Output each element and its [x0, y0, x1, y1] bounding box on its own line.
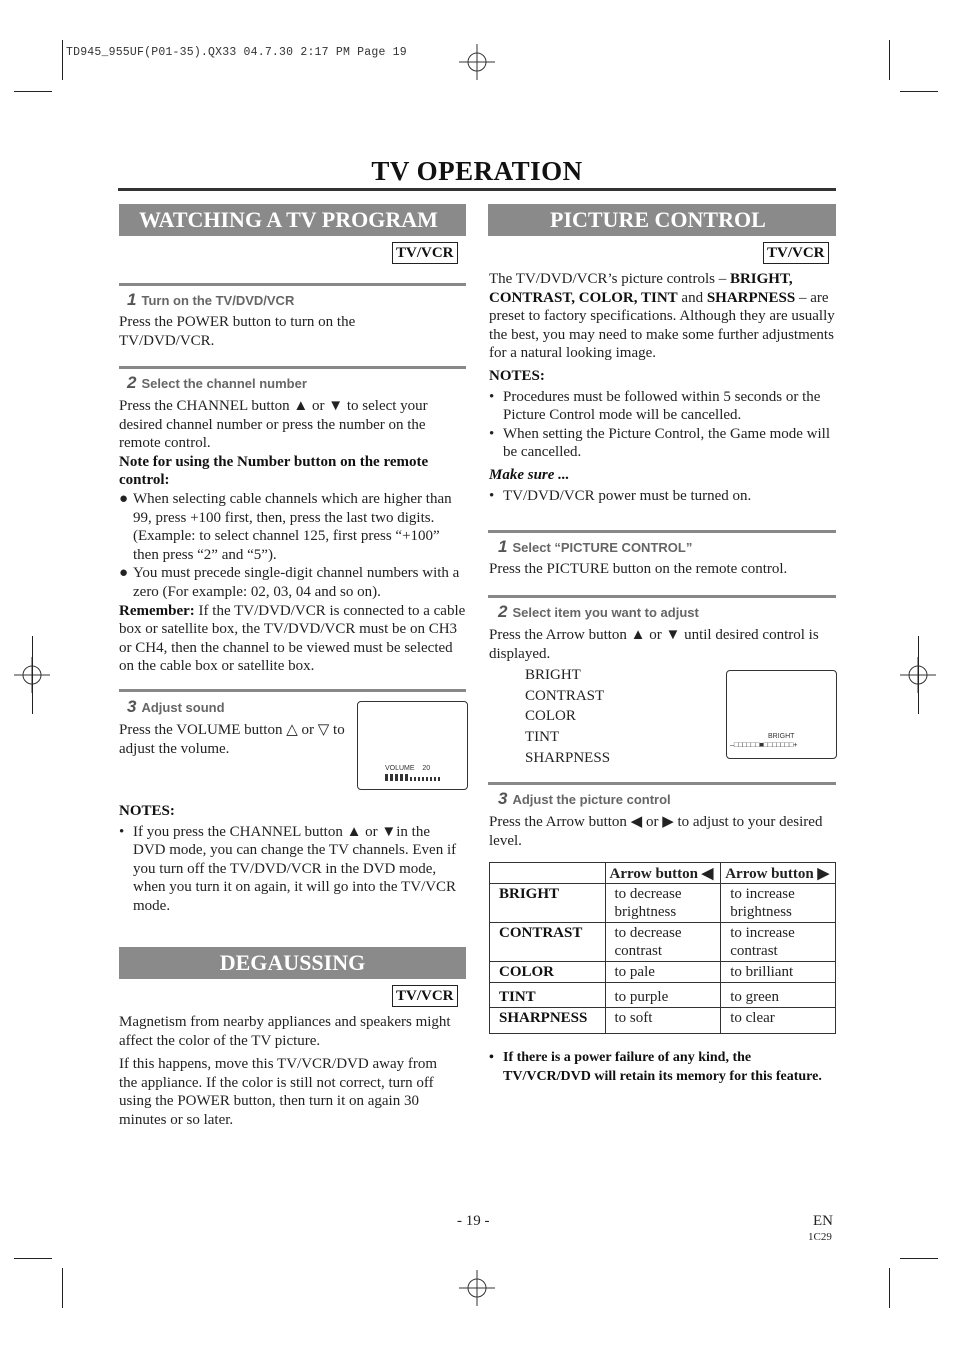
crop-mark: [62, 40, 63, 80]
bullet-item: • Procedures must be followed within 5 seconds or the Picture Control mode will be cancelled.: [489, 388, 821, 424]
table-row: [490, 962, 836, 983]
section-heading-watching: WATCHING A TV PROGRAM: [119, 204, 466, 236]
crop-mark: [900, 1258, 938, 1259]
picture-adjust-table: [489, 862, 836, 1034]
table-row: [490, 983, 836, 1008]
list-item: BRIGHT: [525, 667, 581, 683]
step-text: Press the POWER button to turn on the TV/DVD/VCR.: [119, 314, 356, 349]
list-item: SHARPNESS: [525, 749, 611, 766]
paragraph: Magnetism from nearby appliances and speakers might affect the color of the TV picture.: [119, 1014, 451, 1049]
list-item: CONTRAST: [525, 687, 605, 704]
step-heading: 1 Select “PICTURE CONTROL”: [498, 537, 693, 556]
make-sure-heading: Make sure ...: [489, 466, 570, 483]
section-heading-degaussing: DEGAUSSING: [119, 947, 466, 979]
language-code: EN: [813, 1213, 833, 1229]
step-text: Press the PICTURE button on the remote control.: [489, 561, 788, 577]
step-divider: [119, 366, 466, 369]
crop-mark: [889, 40, 890, 80]
volume-bar-icon: [385, 774, 443, 781]
step-divider: [488, 782, 836, 785]
table-cell: SHARPNESS: [490, 1008, 606, 1034]
bullet-item: • When setting the Picture Control, the Game mode will be cancelled.: [489, 425, 831, 461]
step-content: [119, 397, 466, 676]
step-heading: 3 Adjust sound: [127, 697, 225, 716]
table-header-row: [490, 863, 836, 884]
step-text: Press the VOLUME button △ or ▽ to adjust the volume.: [119, 722, 345, 757]
step-divider: [488, 530, 836, 533]
table-cell: BRIGHT: [490, 884, 606, 923]
crop-mark: [32, 636, 33, 714]
title-rule: [118, 188, 836, 191]
bullet-item: • If you press the CHANNEL button ▲ or ▼in the DVD mode, you can change the TV channels. Even if you turn off the TV/DVD/VCR in the DVD mode, when you turn it on again, it will go into the TV/VCR mode.: [119, 823, 457, 914]
table-row: [490, 1008, 836, 1034]
notes-heading: NOTES:: [489, 367, 545, 384]
bullet-item: • TV/DVD/VCR power must be turned on.: [489, 487, 752, 504]
document-code: 1C29: [808, 1231, 832, 1243]
step-divider: [119, 283, 466, 286]
step-divider: [488, 595, 836, 598]
remember-note: Remember: If the TV/DVD/VCR is connected to a cable box or satellite box, the TV/DVD/VCR must be on CH3 or CH4, then the channel to be viewed must be selected on the cable box or satellite box.: [119, 602, 466, 675]
paragraph: If this happens, move this TV/VCR/DVD away from the appliance. If the color is still not correct, turn off using the POWER button, then turn it on again 30 minutes or so later.: [119, 1056, 438, 1128]
table-cell: to brilliant: [721, 962, 836, 983]
table-cell: to green: [721, 983, 836, 1008]
crop-mark: [889, 1268, 890, 1308]
osd-bright-label: BRIGHT: [768, 733, 795, 740]
step-text: Press the CHANNEL button ▲ or ▼ to select your desired channel number or press the number on the remote control.: [119, 398, 428, 452]
page-title: TV OPERATION: [371, 156, 583, 186]
crop-mark: [62, 1268, 63, 1308]
step-heading: 2 Select the channel number: [127, 373, 307, 392]
bullet-item: ● When selecting cable channels which are higher than 99, press +100 first, then, press the last two digits. (Example: to select channel 125, first press “+100” then press “2” and “5”).: [119, 490, 452, 563]
table-header: Arrow button ▶: [721, 863, 836, 884]
osd-volume-label: VOLUME 20: [385, 765, 431, 772]
step-heading: 3 Adjust the picture control: [498, 789, 671, 808]
tv-screen-illustration: [726, 670, 837, 759]
crop-mark: [14, 1258, 52, 1259]
mode-badge: TV/VCR: [392, 985, 458, 1007]
table-cell: TINT: [490, 983, 606, 1008]
step-heading: 2 Select item you want to adjust: [498, 602, 699, 621]
registration-mark-icon: [459, 44, 495, 80]
table-cell: to soft: [605, 1008, 721, 1034]
registration-mark-icon: [459, 1270, 495, 1306]
bullet-item: ● You must precede single-digit channel numbers with a zero (For example: 02, 03, 04 and so on).: [119, 565, 460, 600]
table-cell: to increase brightness: [721, 884, 836, 923]
table-cell: to pale: [605, 962, 721, 983]
list-item: COLOR: [525, 708, 576, 725]
mode-badge: TV/VCR: [763, 242, 829, 264]
crop-mark: [14, 91, 52, 92]
intro-paragraph: The TV/DVD/VCR’s picture controls – BRIGHT, CONTRAST, COLOR, TINT and SHARPNESS – are preset to factory specifications. Although they are usually the best, you may need to make some further adjustments for a natural looking image.: [489, 271, 835, 362]
notes-block: [119, 802, 459, 916]
section-heading-picture-control: PICTURE CONTROL: [488, 204, 836, 236]
page-number: - 19 -: [457, 1213, 490, 1229]
mode-badge: TV/VCR: [392, 242, 458, 264]
step-divider: [119, 689, 466, 692]
step-text: Press the Arrow button ▲ or ▼ until desired control is displayed.: [489, 627, 819, 662]
tv-screen-illustration: [357, 701, 468, 790]
step-text: Press the Arrow button ◀ or ▶ to adjust to your desired level.: [489, 814, 823, 849]
power-failure-note: • If there is a power failure of any kind, the TV/VCR/DVD will retain its memory for this feature.: [489, 1050, 822, 1084]
osd-level-bar: –□□□□□□■□□□□□□□+: [730, 740, 798, 749]
printer-slug-line: TD945_955UF(P01-35).QX33 04.7.30 2:17 PM Page 19: [66, 46, 407, 59]
list-item: TINT: [525, 729, 560, 746]
table-header: [490, 863, 606, 884]
table-cell: to purple: [605, 983, 721, 1008]
control-item-list: [525, 665, 610, 769]
note-heading: Note for using the Number button on the remote control:: [119, 453, 429, 489]
notes-heading: NOTES:: [119, 803, 175, 819]
table-cell: COLOR: [490, 962, 606, 983]
table-cell: to decrease brightness: [605, 884, 721, 923]
table-cell: to decrease contrast: [605, 923, 721, 962]
degaussing-text: [119, 1013, 459, 1130]
table-cell: to clear: [721, 1008, 836, 1034]
crop-mark: [918, 636, 919, 714]
table-row: [490, 923, 836, 962]
table-header: Arrow button ◀: [605, 863, 721, 884]
table-cell: CONTRAST: [490, 923, 606, 962]
picture-intro: [489, 270, 836, 505]
crop-mark: [900, 91, 938, 92]
table-row: [490, 884, 836, 923]
step-heading: 1 Turn on the TV/DVD/VCR: [127, 290, 295, 309]
table-cell: to increase contrast: [721, 923, 836, 962]
